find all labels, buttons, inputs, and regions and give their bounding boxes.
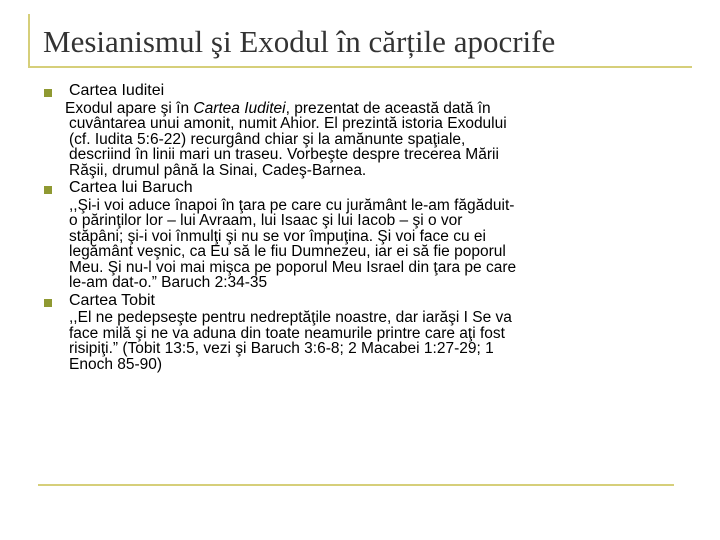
slide-content <box>44 82 684 372</box>
bullet-body <box>69 310 684 372</box>
body-line: face milă şi ne va aduna din toate neamurile printre care aţi fost <box>69 324 505 342</box>
square-bullet-icon <box>44 186 52 194</box>
square-bullet-icon <box>44 299 52 307</box>
slide-title: Mesianismul şi Exodul în cărțile apocrife <box>43 24 556 59</box>
footer-rule <box>38 484 674 486</box>
body-line: Meu. Şi nu-l voi mai mişca pe poporul Meu Israel din ţara pe care <box>69 258 517 276</box>
body-line: Enoch 85-90) <box>69 355 163 373</box>
body-line: cuvântarea unui amonit, numit Ahior. El prezintă istoria Exodului <box>69 115 507 132</box>
body-line: Exodul apare şi în Cartea Iuditei, prezentat de această dată în <box>65 99 491 117</box>
bullet-item-baruch <box>44 179 684 291</box>
body-line: stăpâni; şi-i voi înmulţi şi nu se vor împuţina. Şi voi face cu ei <box>69 227 486 245</box>
body-line: ,,Şi-i voi aduce înapoi în ţara pe care cu jurământ le-am făgăduit- <box>69 196 515 214</box>
title-vertical-rule <box>28 14 30 68</box>
body-line: (cf. Iudita 5:6-22) recurgând chiar şi la amănunte spaţiale, <box>69 130 466 148</box>
bullet-item-tobit <box>44 292 684 373</box>
bullet-heading: Cartea Tobit <box>69 291 155 309</box>
bullet-body <box>65 99 684 179</box>
emphasis-title: Cartea Iuditei <box>193 99 286 117</box>
square-bullet-icon <box>44 89 52 97</box>
body-line: le-am dat-o.” Baruch 2:34-35 <box>69 274 268 291</box>
body-line: ,,El ne pedepseşte pentru nedreptăţile noastre, dar iarăşi I Se va <box>69 309 512 326</box>
bullet-body <box>69 198 684 291</box>
body-line: legământ veşnic, ca Eu să le fiu Dumnezeu, iar ei să fie poporul <box>69 243 506 260</box>
bullet-item-iuditei <box>44 82 684 178</box>
title-underline-rule <box>28 66 692 68</box>
bullet-heading: Cartea Iuditei <box>69 82 165 99</box>
body-line: Răşii, drumul până la Sinai, Cadeş-Barnea. <box>69 161 367 179</box>
body-line: risipiţi.” (Tobit 13:5, vezi şi Baruch 3:6-8; 2 Macabei 1:27-29; 1 <box>69 340 494 357</box>
body-line: o părinţilor lor – lui Avraam, lui Isaac şi lui Iacob – şi o vor <box>69 212 463 229</box>
bullet-heading: Cartea lui Baruch <box>69 179 193 196</box>
body-line: descriind în linii mari un traseu. Vorbeşte despre trecerea Mării <box>69 146 499 163</box>
